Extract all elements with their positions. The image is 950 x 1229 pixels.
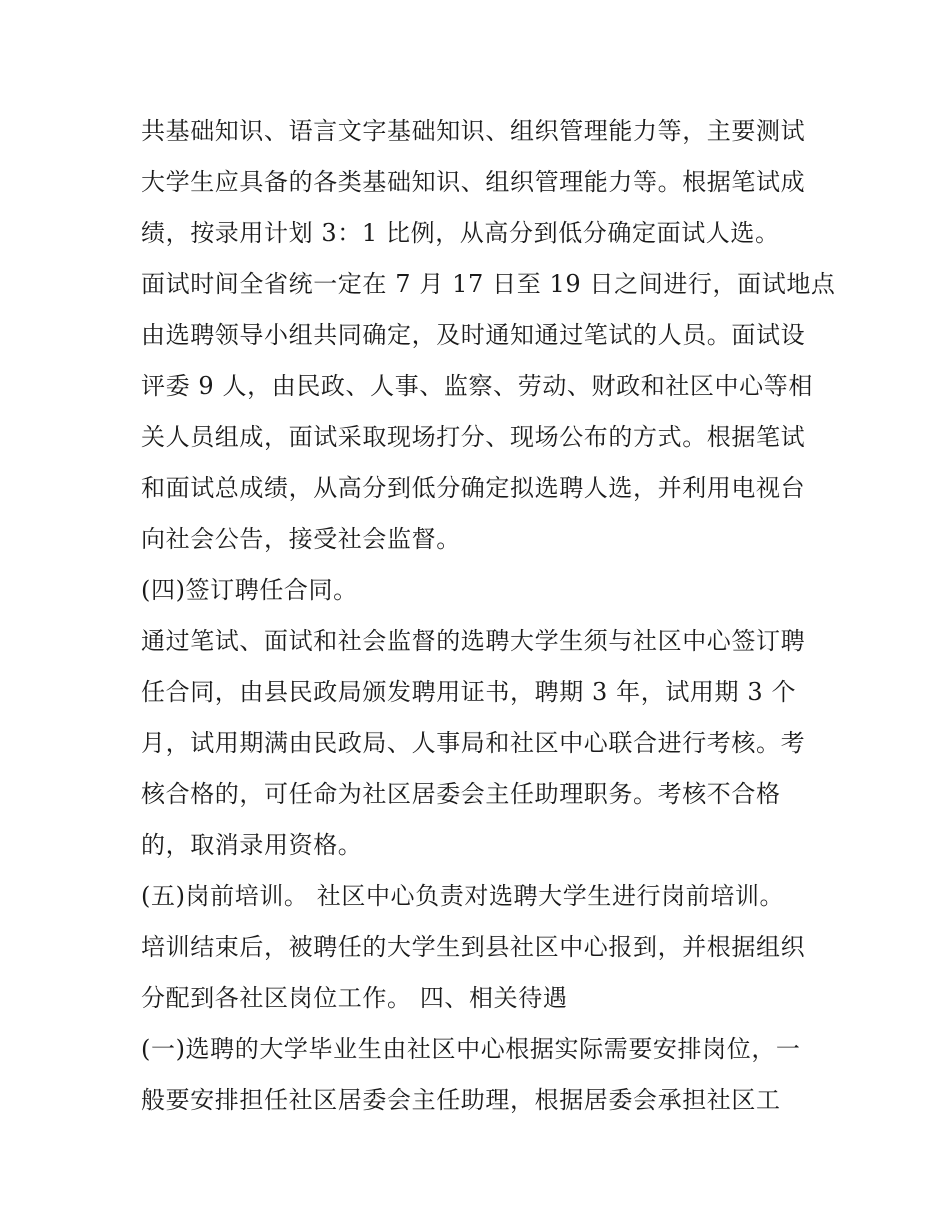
text-line: 绩，按录用计划 3：1 比例，从高分到低分确定面试人选。 (141, 219, 780, 247)
text-line: 向社会公告，接受社会监督。 (141, 525, 461, 553)
text-line: 任合同，由县民政局颁发聘用证书，聘期 3 年，试用期 3 个 (141, 678, 797, 706)
text-line: 面试时间全省统一定在 7 月 17 日至 19 日之间进行，面试地点 (141, 270, 836, 298)
text-line: 共基础知识、语言文字基础知识、组织管理能力等，主要测试 (141, 117, 806, 145)
text-line: 的，取消录用资格。 (141, 831, 363, 859)
document-body (141, 106, 836, 1126)
text-line: 通过笔试、面试和社会监督的选聘大学生须与社区中心签订聘 (141, 627, 806, 655)
text-line: (五)岗前培训。 社区中心负责对选聘大学生进行岗前培训。 (141, 882, 785, 910)
text-line: 大学生应具备的各类基础知识、组织管理能力等。根据笔试成 (141, 168, 806, 196)
section-heading: (四)签订聘任合同。 (141, 576, 358, 604)
text-line: 由选聘领导小组共同确定，及时通知通过笔试的人员。面试设 (141, 321, 806, 349)
text-line: 培训结束后，被聘任的大学生到县社区中心报到，并根据组织 (141, 933, 806, 961)
text-line: 关人员组成，面试采取现场打分、现场公布的方式。根据笔试 (141, 423, 806, 451)
text-line: 分配到各社区岗位工作。 四、相关待遇 (141, 984, 568, 1012)
text-line: 评委 9 人，由民政、人事、监察、劳动、财政和社区中心等相 (141, 372, 813, 400)
text-line: 般要安排担任社区居委会主任助理，根据居委会承担社区工 (141, 1086, 781, 1114)
text-line: 和面试总成绩，从高分到低分确定拟选聘人选，并利用电视台 (141, 474, 806, 502)
text-line: 核合格的，可任命为社区居委会主任助理职务。考核不合格 (141, 780, 781, 808)
text-line: 月，试用期满由民政局、人事局和社区中心联合进行考核。考 (141, 729, 806, 757)
text-line: (一)选聘的大学毕业生由社区中心根据实际需要安排岗位，一 (141, 1035, 801, 1063)
